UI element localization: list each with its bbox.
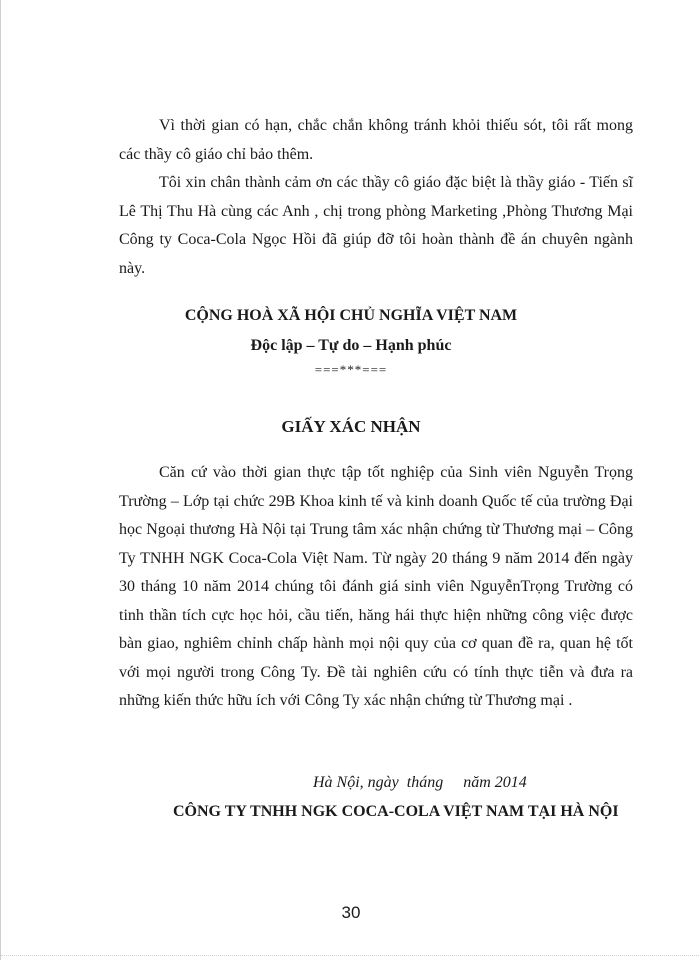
signature-company: CÔNG TY TNHH NGK COCA-COLA VIỆT NAM TẠI HÀ NỘI: [173, 803, 619, 820]
page-number: 30: [341, 903, 361, 922]
country-heading: CỘNG HOÀ XÃ HỘI CHỦ NGHĨA VIỆT NAM: [184, 307, 518, 324]
signature-date: Hà Nội, ngày tháng năm 2014: [313, 774, 527, 791]
intro-paragraph-1-text: Vì thời gian có hạn, chắc chắn không tránh khỏi thiếu sót, tôi rất mong các thầy cô giáo chỉ bảo thêm.: [119, 117, 633, 163]
intro-paragraph-1: [119, 112, 633, 169]
page-bottom-divider: [1, 955, 700, 956]
heading-divider: ===***===: [314, 362, 388, 377]
motto-heading: Độc lập – Tự do – Hạnh phúc: [250, 337, 452, 354]
intro-paragraph-2: [119, 169, 633, 283]
certificate-body: [119, 459, 633, 716]
intro-paragraph-2-text: Tôi xin chân thành cảm ơn các thầy cô giáo đặc biệt là thầy giáo - Tiến sĩ Lê Thị Thu Hà cùng các Anh , chị trong phòng Marketing ,Phòng Thương Mại Công ty Coca-Cola Ngọc Hồi đã giúp đỡ tôi hoàn thành đề án chuyên ngành này.: [119, 174, 633, 277]
certificate-title: GIẤY XÁC NHẬN: [281, 417, 421, 436]
certificate-body-text: Căn cứ vào thời gian thực tập tốt nghiệp của Sinh viên Nguyễn Trọng Trường – Lớp tại chức 29B Khoa kinh tế và kinh doanh Quốc tế của trường Đại học Ngoại thương Hà Nội tại Trung tâm xác nhận chứng từ Thương mại – Công Ty TNHH NGK Coca-Cola Việt Nam. Từ ngày 20 tháng 9 năm 2014 đến ngày 30 tháng 10 năm 2014 chúng tôi đánh giá sinh viên NguyễnTrọng Trường có tinh thần tích cực học hỏi, cầu tiến, hăng hái thực hiện những công việc được bàn giao, nghiêm chỉnh chấp hành mọi nội quy của cơ quan đề ra, quan hệ tốt với mọi người trong Công Ty. Đề tài nghiên cứu có tính thực tiễn và đưa ra những kiến thức hữu ích với Công Ty xác nhận chứng từ Thương mại .: [119, 464, 633, 709]
